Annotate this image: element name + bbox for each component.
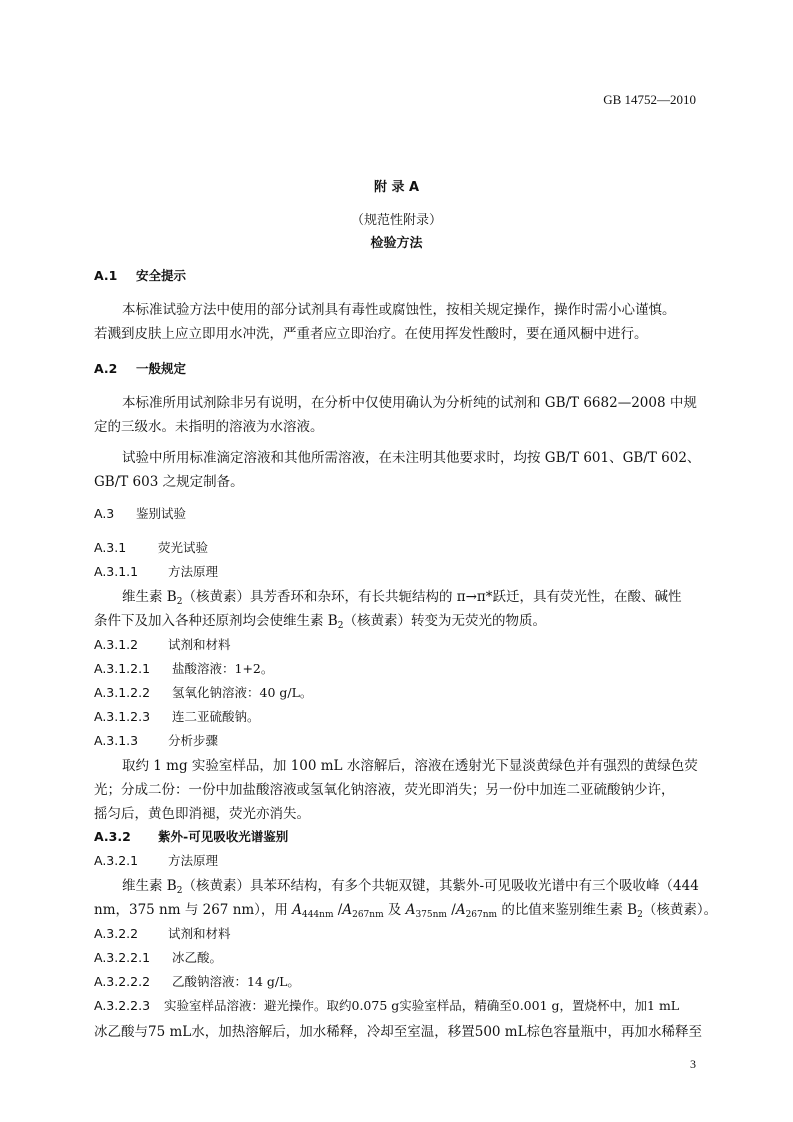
section-title: 方法原理: [168, 853, 219, 868]
section-number: A.3.2.1: [94, 853, 139, 868]
subsection-a322-heading: [94, 924, 231, 942]
section-number: A.3.2.2.3: [94, 998, 151, 1013]
section-a3-heading: [94, 504, 186, 522]
paragraph-line: 试验中所用标准滴定溶液和其他所需溶液，在未注明其他要求时，均按 GB/T 601、GB/T 602、: [122, 450, 701, 466]
subsection-a31-heading: [94, 538, 208, 556]
section-title: 分析步骤: [168, 733, 219, 748]
section-title: 安全提示: [136, 268, 187, 283]
item-a3123: [94, 707, 260, 725]
section-title: 紫外-可见吸收光谱鉴别: [158, 829, 289, 844]
section-title: 鉴别试验: [136, 506, 187, 521]
paragraph-line: 维生素 $B_2$（核黄素）具苯环结构，有多个共轭双键，其紫外-可见吸收光谱中有三个吸收峰（444: [122, 878, 699, 896]
paragraph-line: 光；分成二份：一份中加盐酸溶液或氢氧化钠溶液，荧光即消失；另一份中加连二亚硫酸钠少许，: [94, 782, 675, 798]
standard-code: GB 14752—2010: [603, 92, 696, 107]
item-a3121: [94, 659, 273, 677]
paragraph-line: 取约 1 mg 实验室样品，加 100 mL 水溶解后，溶液在透射光下显淡黄绿色并有强烈的黄绿色荧: [122, 758, 698, 774]
paragraph-line: 摇匀后，黄色即消褪，荧光亦消失。: [94, 806, 310, 822]
section-number: A.3.1: [94, 540, 127, 555]
section-title: 试剂和材料: [168, 926, 231, 941]
item-a3221: [94, 948, 222, 966]
subsection-a32-heading: [94, 827, 288, 845]
section-number: A.3.2: [94, 829, 131, 844]
section-number: A.3.1.3: [94, 733, 139, 748]
item-text: 盐酸溶液：1+2。: [172, 661, 274, 676]
subsection-a311-heading: [94, 562, 218, 580]
paragraph-line: 维生素 $B_2$（核黄素）具芳香环和杂环，有长共轭结构的 π→π*跃迁，具有荧光性，在酸、碱性: [122, 589, 682, 607]
section-a2-heading: [94, 359, 186, 377]
item-a3223: [94, 996, 679, 1014]
appendix-heading: 检验方法: [370, 236, 423, 251]
section-a1-heading: [94, 266, 186, 284]
section-number: A.3: [94, 506, 115, 521]
subsection-a313-heading: [94, 731, 218, 749]
page-number: 3: [690, 1057, 696, 1071]
item-a3122: [94, 683, 312, 701]
appendix-title: 附 录 A: [373, 180, 420, 195]
section-title: 荧光试验: [158, 540, 209, 555]
paragraph-line: 条件下及加入各种还原剂均会使维生素 $B_2$（核黄素）转变为无荧光的物质。: [94, 613, 546, 631]
section-number: A.3.1.2.1: [94, 661, 151, 676]
section-number: A.3.1.2: [94, 637, 139, 652]
appendix-subtitle: （规范性附录）: [350, 213, 442, 228]
item-text: 氢氧化钠溶液：40 g/L。: [172, 685, 313, 700]
item-text: 乙酸钠溶液：14 g/L。: [172, 974, 300, 989]
paragraph-line: 本标准试验方法中使用的部分试剂具有毒性或腐蚀性，按相关规定操作，操作时需小心谨慎。: [122, 302, 676, 318]
section-number: A.1: [94, 268, 118, 283]
section-number: A.3.2.2: [94, 926, 139, 941]
section-number: A.2: [94, 361, 118, 376]
section-number: A.3.1.2.2: [94, 685, 151, 700]
paragraph-line: 冰乙酸与75 mL水，加热溶解后，加水稀释，冷却至室温，移置500 mL棕色容量瓶中，再加水稀释至: [94, 1024, 703, 1040]
paragraph-line: 本标准所用试剂除非另有说明，在分析中仅使用确认为分析纯的试剂和 GB/T 6682—2008 中规: [122, 395, 697, 411]
section-number: A.3.1.2.3: [94, 709, 151, 724]
item-text: 实验室样品溶液：避光操作。取约0.075 g实验室样品，精确至0.001 g，置烧杯中，加1 mL: [164, 998, 680, 1013]
paragraph-line: 定的三级水。未指明的溶液为水溶液。: [94, 419, 324, 435]
section-number: A.3.2.2.2: [94, 974, 151, 989]
section-number: A.3.1.1: [94, 564, 139, 579]
item-a3222: [94, 972, 300, 990]
section-title: 一般规定: [136, 361, 187, 376]
subsection-a312-heading: [94, 635, 231, 653]
paragraph-line: GB/T 603 之规定制备。: [94, 474, 244, 490]
section-title: 方法原理: [168, 564, 219, 579]
paragraph-line: nm，375 nm 与 267 nm），用 $A_{444nm}$ $/A_{267nm}$ 及 $A_{375nm}$ $/A_{267nm}$ 的比值来鉴别维生素 $B_2$（核黄素）。: [94, 902, 718, 920]
item-text: 连二亚硫酸钠。: [172, 709, 260, 724]
section-number: A.3.2.2.1: [94, 950, 151, 965]
subsection-a321-heading: [94, 851, 218, 869]
item-text: 冰乙酸。: [172, 950, 223, 965]
section-title: 试剂和材料: [168, 637, 231, 652]
paragraph-line: 若溅到皮肤上应立即用水冲洗，严重者应立即治疗。在使用挥发性酸时，要在通风橱中进行。: [94, 326, 648, 342]
